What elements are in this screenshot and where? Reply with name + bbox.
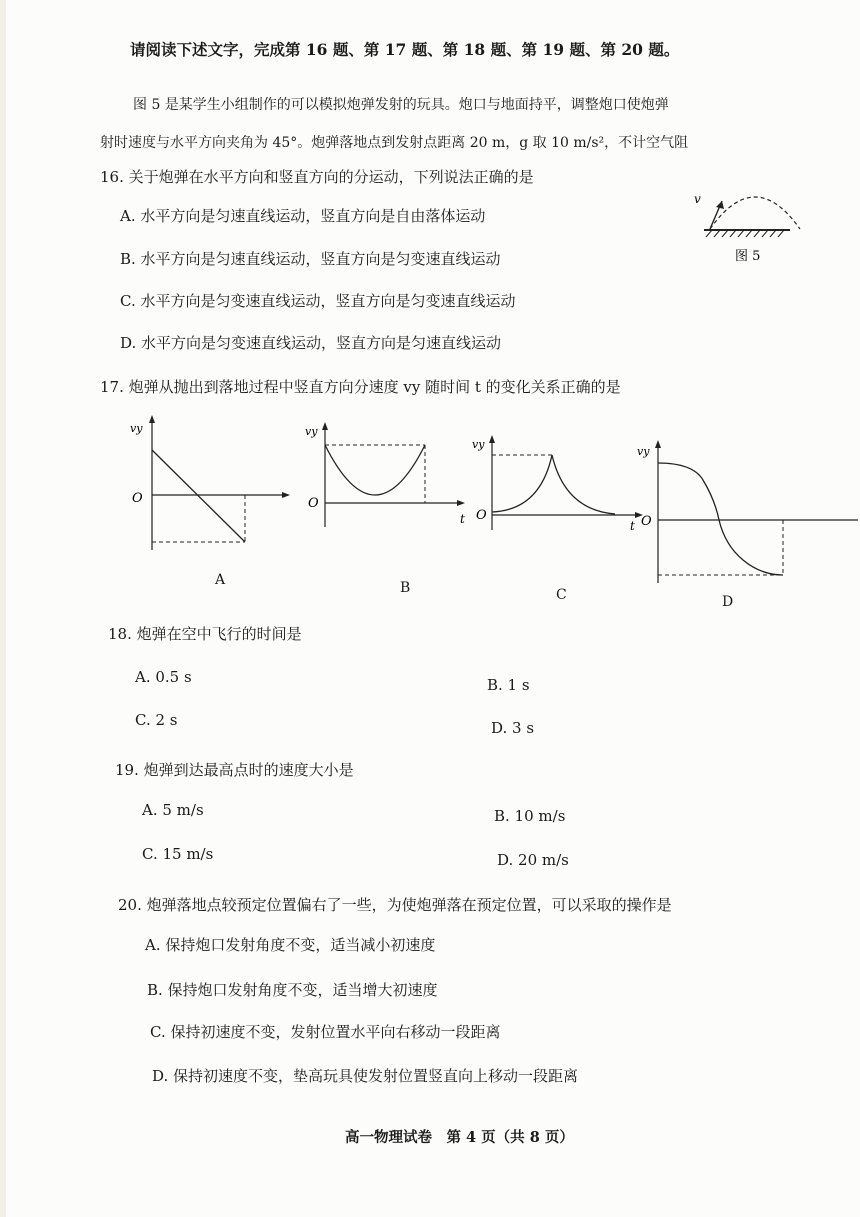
- velocity-arrowhead: [716, 201, 724, 209]
- q19-option-d: D. 20 m/s: [497, 851, 569, 869]
- q18-option-a: A. 0.5 s: [135, 668, 192, 686]
- q20-option-c: C. 保持初速度不变，发射位置水平向右移动一段距离: [150, 1023, 501, 1041]
- graph-c-x-label: t: [630, 519, 635, 533]
- graph-d-y-label: vy: [637, 445, 650, 458]
- graph-d-label: D: [722, 594, 734, 610]
- q19-stem: 19. 炮弹到达最高点时的速度大小是: [115, 761, 354, 779]
- q18-stem: 18. 炮弹在空中飞行的时间是: [108, 625, 302, 643]
- graph-c-label: C: [556, 587, 567, 603]
- q19-option-a: A. 5 m/s: [142, 801, 204, 819]
- graph-a-origin: O: [132, 491, 143, 506]
- trajectory-curve: [710, 197, 800, 229]
- graph-b-label: B: [400, 580, 411, 596]
- q18-option-d: D. 3 s: [491, 719, 535, 737]
- q19-option-c: C. 15 m/s: [142, 845, 214, 863]
- graph-b-x-label: t: [460, 512, 465, 526]
- graph-b: [300, 415, 470, 530]
- q16-stem: 16. 关于炮弹在水平方向和竖直方向的分运动，下列说法正确的是: [100, 168, 534, 186]
- graph-a-label: A: [215, 572, 226, 588]
- graph-a-line: [152, 450, 245, 542]
- intro-line-2: 射时速度与水平方向夹角为 45°。炮弹落地点到发射点距离 20 m，g 取 10 m/s²，不计空气阻: [100, 135, 689, 151]
- intro-line-1: 图 5 是某学生小组制作的可以模拟炮弹发射的玩具。炮口与地面持平，调整炮口使炮弹: [133, 97, 669, 113]
- graph-c-curve: [492, 455, 615, 514]
- graph-a-y-label: vy: [130, 422, 143, 435]
- velocity-label: v: [694, 192, 701, 206]
- graph-d-origin: O: [641, 514, 652, 529]
- q18-option-c: C. 2 s: [135, 711, 178, 729]
- q20-stem: 20. 炮弹落地点较预定位置偏右了一些，为使炮弹落在预定位置，可以采取的操作是: [118, 896, 672, 914]
- q20-option-b: B. 保持炮口发射角度不变，适当增大初速度: [147, 981, 438, 999]
- q20-option-d: D. 保持初速度不变，垫高玩具使发射位置竖直向上移动一段距离: [152, 1067, 579, 1085]
- scan-edge: [0, 0, 6, 1217]
- graph-d: [633, 435, 860, 585]
- q16-option-b: B. 水平方向是匀速直线运动，竖直方向是匀变速直线运动: [120, 250, 501, 268]
- graph-c-origin: O: [476, 508, 487, 523]
- graph-b-curve: [325, 445, 425, 495]
- q17-stem: 17. 炮弹从抛出到落地过程中竖直方向分速度 vy 随时间 t 的变化关系正确的是: [100, 378, 621, 396]
- q18-option-b: B. 1 s: [487, 676, 530, 694]
- ground-hatch: [706, 230, 784, 237]
- q16-option-d: D. 水平方向是匀变速直线运动，竖直方向是匀速直线运动: [120, 334, 502, 352]
- q19-option-b: B. 10 m/s: [494, 807, 566, 825]
- page-footer: 高一物理试卷 第 4 页（共 8 页）: [345, 1129, 574, 1146]
- instruction-heading: 请阅读下述文字，完成第 16 题、第 17 题、第 18 题、第 19 题、第 20 题。: [130, 40, 680, 59]
- graph-c: [470, 430, 645, 540]
- q20-option-a: A. 保持炮口发射角度不变，适当减小初速度: [145, 936, 436, 954]
- graph-a: [120, 410, 290, 560]
- graph-b-origin: O: [308, 496, 319, 511]
- q16-option-a: A. 水平方向是匀速直线运动，竖直方向是自由落体运动: [120, 207, 486, 225]
- figure-5-label: 图 5: [735, 249, 761, 264]
- figure-5: [694, 185, 860, 275]
- graph-b-y-label: vy: [305, 425, 318, 438]
- q16-option-c: C. 水平方向是匀变速直线运动，竖直方向是匀变速直线运动: [120, 292, 516, 310]
- graph-c-y-label: vy: [472, 438, 485, 451]
- graph-d-curve: [658, 463, 783, 575]
